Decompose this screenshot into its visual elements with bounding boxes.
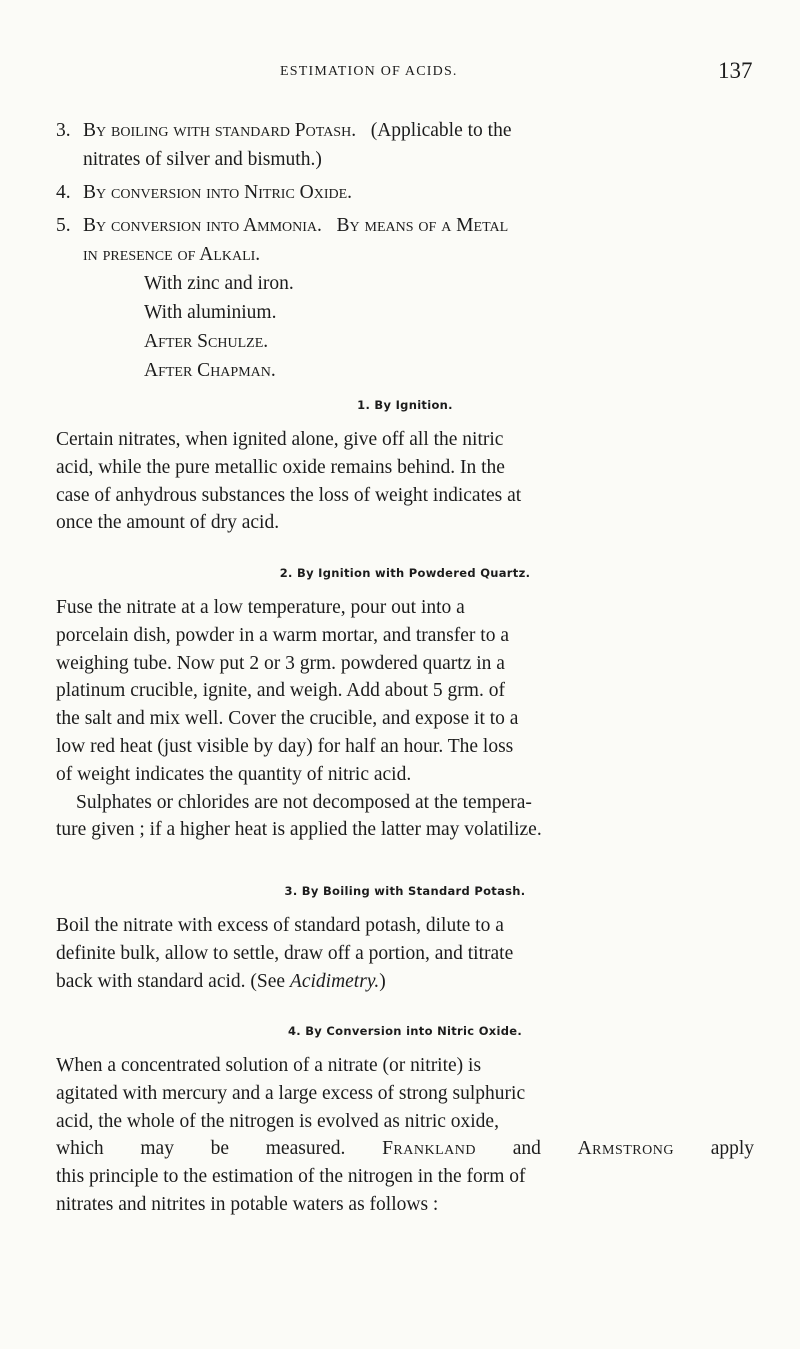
running-title: ESTIMATION OF ACIDS. — [280, 64, 458, 79]
section-heading: 2. By Ignition with Powdered Quartz. — [279, 566, 531, 580]
text-line: of weight indicates the quantity of nitric acid. — [56, 763, 412, 785]
sub-item: After Schulze. — [144, 331, 269, 352]
section-heading: 1. By Ignition. — [357, 398, 453, 412]
text-line: acid, while the pure metallic oxide remains behind. In the — [56, 456, 505, 478]
sub-item: With aluminium. — [144, 302, 277, 323]
section-nitric-oxide — [56, 1024, 754, 1219]
list-item-5-cont: in presence of Alkali. — [83, 244, 261, 265]
text-line: case of anhydrous substances the loss of weight indicates at — [56, 484, 522, 506]
running-head — [0, 58, 800, 92]
text-line: nitrates and nitrites in potable waters as follows : — [56, 1193, 439, 1215]
section-heading: 4. By Conversion into Nitric Oxide. — [287, 1024, 523, 1038]
list-item-4 — [56, 178, 756, 207]
text-line: back with standard acid. (See Acidimetry.) — [56, 970, 386, 992]
section-heading: 3. By Boiling with Standard Potash. — [284, 884, 526, 898]
author-name: Armstrong — [577, 1138, 674, 1160]
text-line: When a concentrated solution of a nitrate (or nitrite) is — [56, 1055, 482, 1076]
page-number: 137 — [718, 58, 753, 83]
list-number: 5. — [56, 215, 71, 236]
text-line: platinum crucible, ignite, and weigh. Add about 5 grm. of — [56, 680, 505, 702]
methods-list — [56, 116, 756, 385]
list-item-5 — [56, 211, 756, 240]
author-name: Frankland — [382, 1138, 476, 1160]
list-note: (Applicable to the — [370, 120, 512, 141]
text-line: acid, the whole of the nitrogen is evolved as nitric oxide, — [56, 1110, 499, 1132]
list-means: By means of a Metal — [336, 215, 509, 236]
text-line: Sulphates or chlorides are not decomposed at the tempera- — [76, 791, 532, 813]
text-line: weighing tube. Now put 2 or 3 grm. powdered quartz in a — [56, 652, 505, 674]
list-method: By conversion into Ammonia. — [83, 215, 322, 236]
section-ignition-quartz — [56, 566, 754, 844]
list-number: 4. — [56, 182, 71, 203]
text-line: low red heat (just visible by day) for half an hour. The loss — [56, 735, 514, 757]
sub-item: With zinc and iron. — [144, 273, 294, 294]
text-line: definite bulk, allow to settle, draw off a portion, and titrate — [56, 942, 514, 964]
text-line: Fuse the nitrate at a low temperature, pour out into a — [56, 597, 465, 618]
text-line: ture given ; if a higher heat is applied the latter may volatilize. — [56, 819, 542, 841]
list-method: By boiling with standard Potash. — [83, 120, 357, 141]
list-method: By conversion into Nitric Oxide. — [83, 182, 353, 203]
text-line: Boil the nitrate with excess of standard potash, dilute to a — [56, 915, 504, 936]
sub-item: After Chapman. — [144, 360, 276, 381]
section-ignition — [56, 398, 754, 537]
text-line: Certain nitrates, when ignited alone, give off all the nitric — [56, 429, 504, 450]
section-boiling-potash — [56, 884, 754, 995]
list-item-3 — [56, 116, 756, 145]
text-line: porcelain dish, powder in a warm mortar, and transfer to a — [56, 624, 509, 646]
text-line: which may be measured. Frankland and Armstrong apply — [56, 1138, 755, 1160]
text-line: agitated with mercury and a large excess of strong sulphuric — [56, 1082, 526, 1104]
list-number: 3. — [56, 120, 71, 141]
list-item-3-cont: nitrates of silver and bismuth.) — [83, 149, 322, 170]
text-line: once the amount of dry acid. — [56, 512, 280, 534]
see-reference: Acidimetry. — [289, 970, 380, 992]
text-line: the salt and mix well. Cover the crucible, and expose it to a — [56, 708, 519, 730]
text-line: this principle to the estimation of the nitrogen in the form of — [56, 1166, 526, 1188]
